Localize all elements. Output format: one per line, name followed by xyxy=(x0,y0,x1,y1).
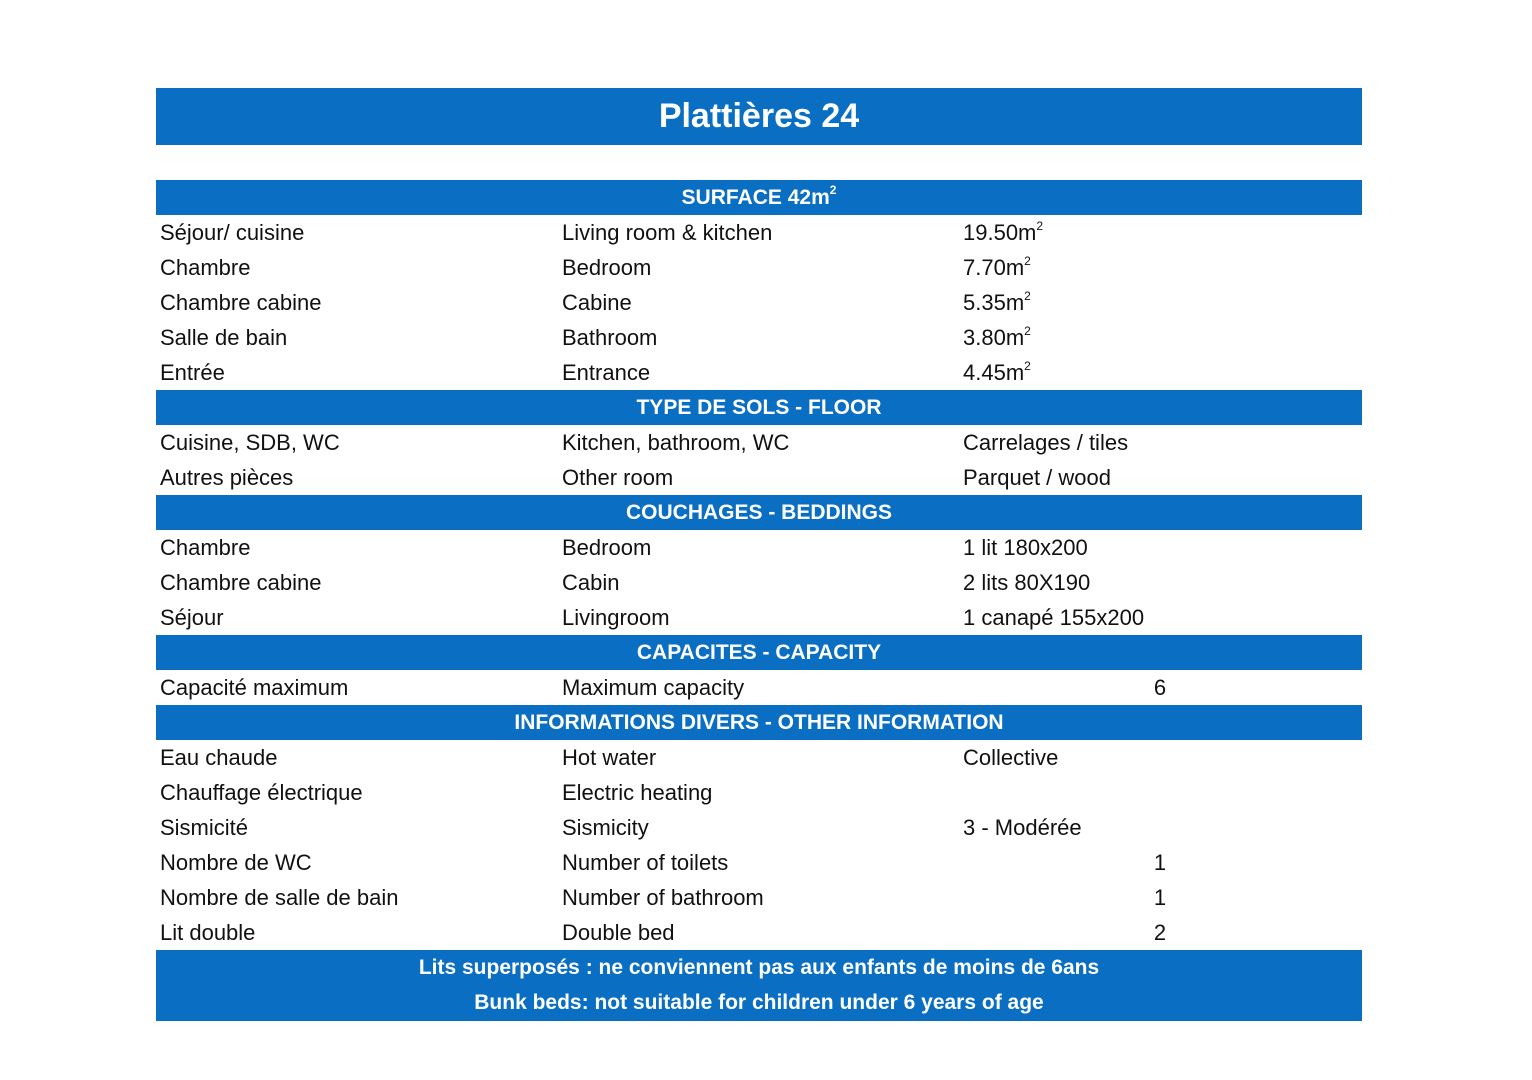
row-value xyxy=(963,285,1031,321)
value-text: 2 xyxy=(1153,920,1167,945)
bunk-bed-notice xyxy=(156,950,1362,1021)
value-text: 1 canapé 155x200 xyxy=(963,605,1145,630)
row-value xyxy=(1146,880,1174,916)
table-row xyxy=(156,425,1362,460)
label-french: Cuisine, SDB, WC xyxy=(160,430,340,455)
value-text: 7.70m xyxy=(963,255,1025,280)
label-french: Séjour xyxy=(160,605,224,630)
table-row xyxy=(156,915,1362,950)
value-text: 6 xyxy=(1153,675,1167,700)
sections-container xyxy=(156,180,1362,950)
label-english: Bedroom xyxy=(562,255,652,280)
table-row xyxy=(156,775,1362,810)
label-english: Sismicity xyxy=(562,815,649,840)
value-text: 3.80m xyxy=(963,325,1025,350)
table-row xyxy=(156,740,1362,775)
label-english: Kitchen, bathroom, WC xyxy=(562,430,790,455)
table-row xyxy=(156,530,1362,565)
table-row xyxy=(156,215,1362,250)
value-text: 1 lit 180x200 xyxy=(963,535,1088,560)
row-value xyxy=(1146,845,1174,881)
value-text: 3 - Modérée xyxy=(963,815,1082,840)
section-header-label: INFORMATIONS DIVERS - OTHER INFORMATION xyxy=(514,711,1004,734)
label-french: Salle de bain xyxy=(160,325,288,350)
value-superscript: 2 xyxy=(1036,218,1044,233)
section-header-label: TYPE DE SOLS - FLOOR xyxy=(636,396,882,419)
section-header-other xyxy=(156,705,1362,740)
table-row xyxy=(156,600,1362,635)
row-value xyxy=(963,740,1058,776)
label-english: Other room xyxy=(562,465,674,490)
value-text: 5.35m xyxy=(963,290,1025,315)
row-value xyxy=(963,600,1144,636)
label-french: Séjour/ cuisine xyxy=(160,220,305,245)
value-text: 4.45m xyxy=(963,360,1025,385)
label-english: Bedroom xyxy=(562,535,652,560)
table-row xyxy=(156,320,1362,355)
page-title: Plattières 24 xyxy=(156,88,1362,145)
label-english: Cabine xyxy=(562,290,632,315)
label-french: Chauffage électrique xyxy=(160,780,363,805)
label-english: Number of bathroom xyxy=(562,885,764,910)
label-french: Capacité maximum xyxy=(160,675,349,700)
table-row xyxy=(156,880,1362,915)
row-value xyxy=(963,565,1090,601)
row-value xyxy=(963,355,1031,391)
row-value xyxy=(963,460,1111,496)
label-french: Chambre xyxy=(160,535,251,560)
row-value xyxy=(963,250,1031,286)
label-english: Livingroom xyxy=(562,605,670,630)
section-header-superscript: 2 xyxy=(829,183,837,197)
label-french: Nombre de WC xyxy=(160,850,312,875)
value-text: 1 xyxy=(1153,850,1167,875)
row-value xyxy=(1146,670,1174,706)
value-text: 2 lits 80X190 xyxy=(963,570,1091,595)
section-header-beddings xyxy=(156,495,1362,530)
label-english: Bathroom xyxy=(562,325,658,350)
label-english: Electric heating xyxy=(562,780,713,805)
label-english: Maximum capacity xyxy=(562,675,745,700)
value-text: Collective xyxy=(963,745,1059,770)
section-header-label: SURFACE 42m xyxy=(681,186,830,209)
value-text: 1 xyxy=(1153,885,1167,910)
label-english: Number of toilets xyxy=(562,850,729,875)
label-english: Double bed xyxy=(562,920,675,945)
label-french: Entrée xyxy=(160,360,225,385)
table-row xyxy=(156,285,1362,320)
row-value xyxy=(963,530,1088,566)
section-header-label: CAPACITES - CAPACITY xyxy=(636,641,882,664)
label-english: Hot water xyxy=(562,745,657,770)
label-french: Nombre de salle de bain xyxy=(160,885,399,910)
value-text: Parquet / wood xyxy=(963,465,1111,490)
label-french: Sismicité xyxy=(160,815,249,840)
label-french: Eau chaude xyxy=(160,745,278,770)
label-french: Autres pièces xyxy=(160,465,294,490)
section-header-capacity xyxy=(156,635,1362,670)
table-row xyxy=(156,565,1362,600)
table-row xyxy=(156,355,1362,390)
section-header-floor xyxy=(156,390,1362,425)
row-value xyxy=(963,810,1082,846)
notice-english: Bunk beds: not suitable for children under 6 years of age xyxy=(474,991,1044,1014)
section-header-label: COUCHAGES - BEDDINGS xyxy=(625,501,893,524)
notice-french: Lits superposés : ne conviennent pas aux enfants de moins de 6ans xyxy=(418,956,1100,979)
value-text: 19.50m xyxy=(963,220,1037,245)
table-row xyxy=(156,845,1362,880)
table-row xyxy=(156,670,1362,705)
label-french: Chambre cabine xyxy=(160,570,322,595)
section-header-surface xyxy=(156,180,1362,215)
table-row xyxy=(156,810,1362,845)
value-text: Carrelages / tiles xyxy=(963,430,1129,455)
title-spacer xyxy=(156,145,1362,180)
value-superscript: 2 xyxy=(1024,358,1031,373)
label-english: Living room & kitchen xyxy=(562,220,773,245)
label-french: Lit double xyxy=(160,920,256,945)
label-english: Cabin xyxy=(562,570,620,595)
label-french: Chambre cabine xyxy=(160,290,322,315)
table-row xyxy=(156,460,1362,495)
value-superscript: 2 xyxy=(1024,288,1031,303)
row-value xyxy=(963,320,1031,356)
table-row xyxy=(156,250,1362,285)
label-english: Entrance xyxy=(562,360,651,385)
row-value xyxy=(963,425,1128,461)
value-superscript: 2 xyxy=(1024,253,1031,268)
row-value xyxy=(963,215,1043,251)
value-superscript: 2 xyxy=(1024,323,1031,338)
label-french: Chambre xyxy=(160,255,251,280)
row-value xyxy=(1146,915,1174,951)
property-sheet xyxy=(156,88,1362,1021)
